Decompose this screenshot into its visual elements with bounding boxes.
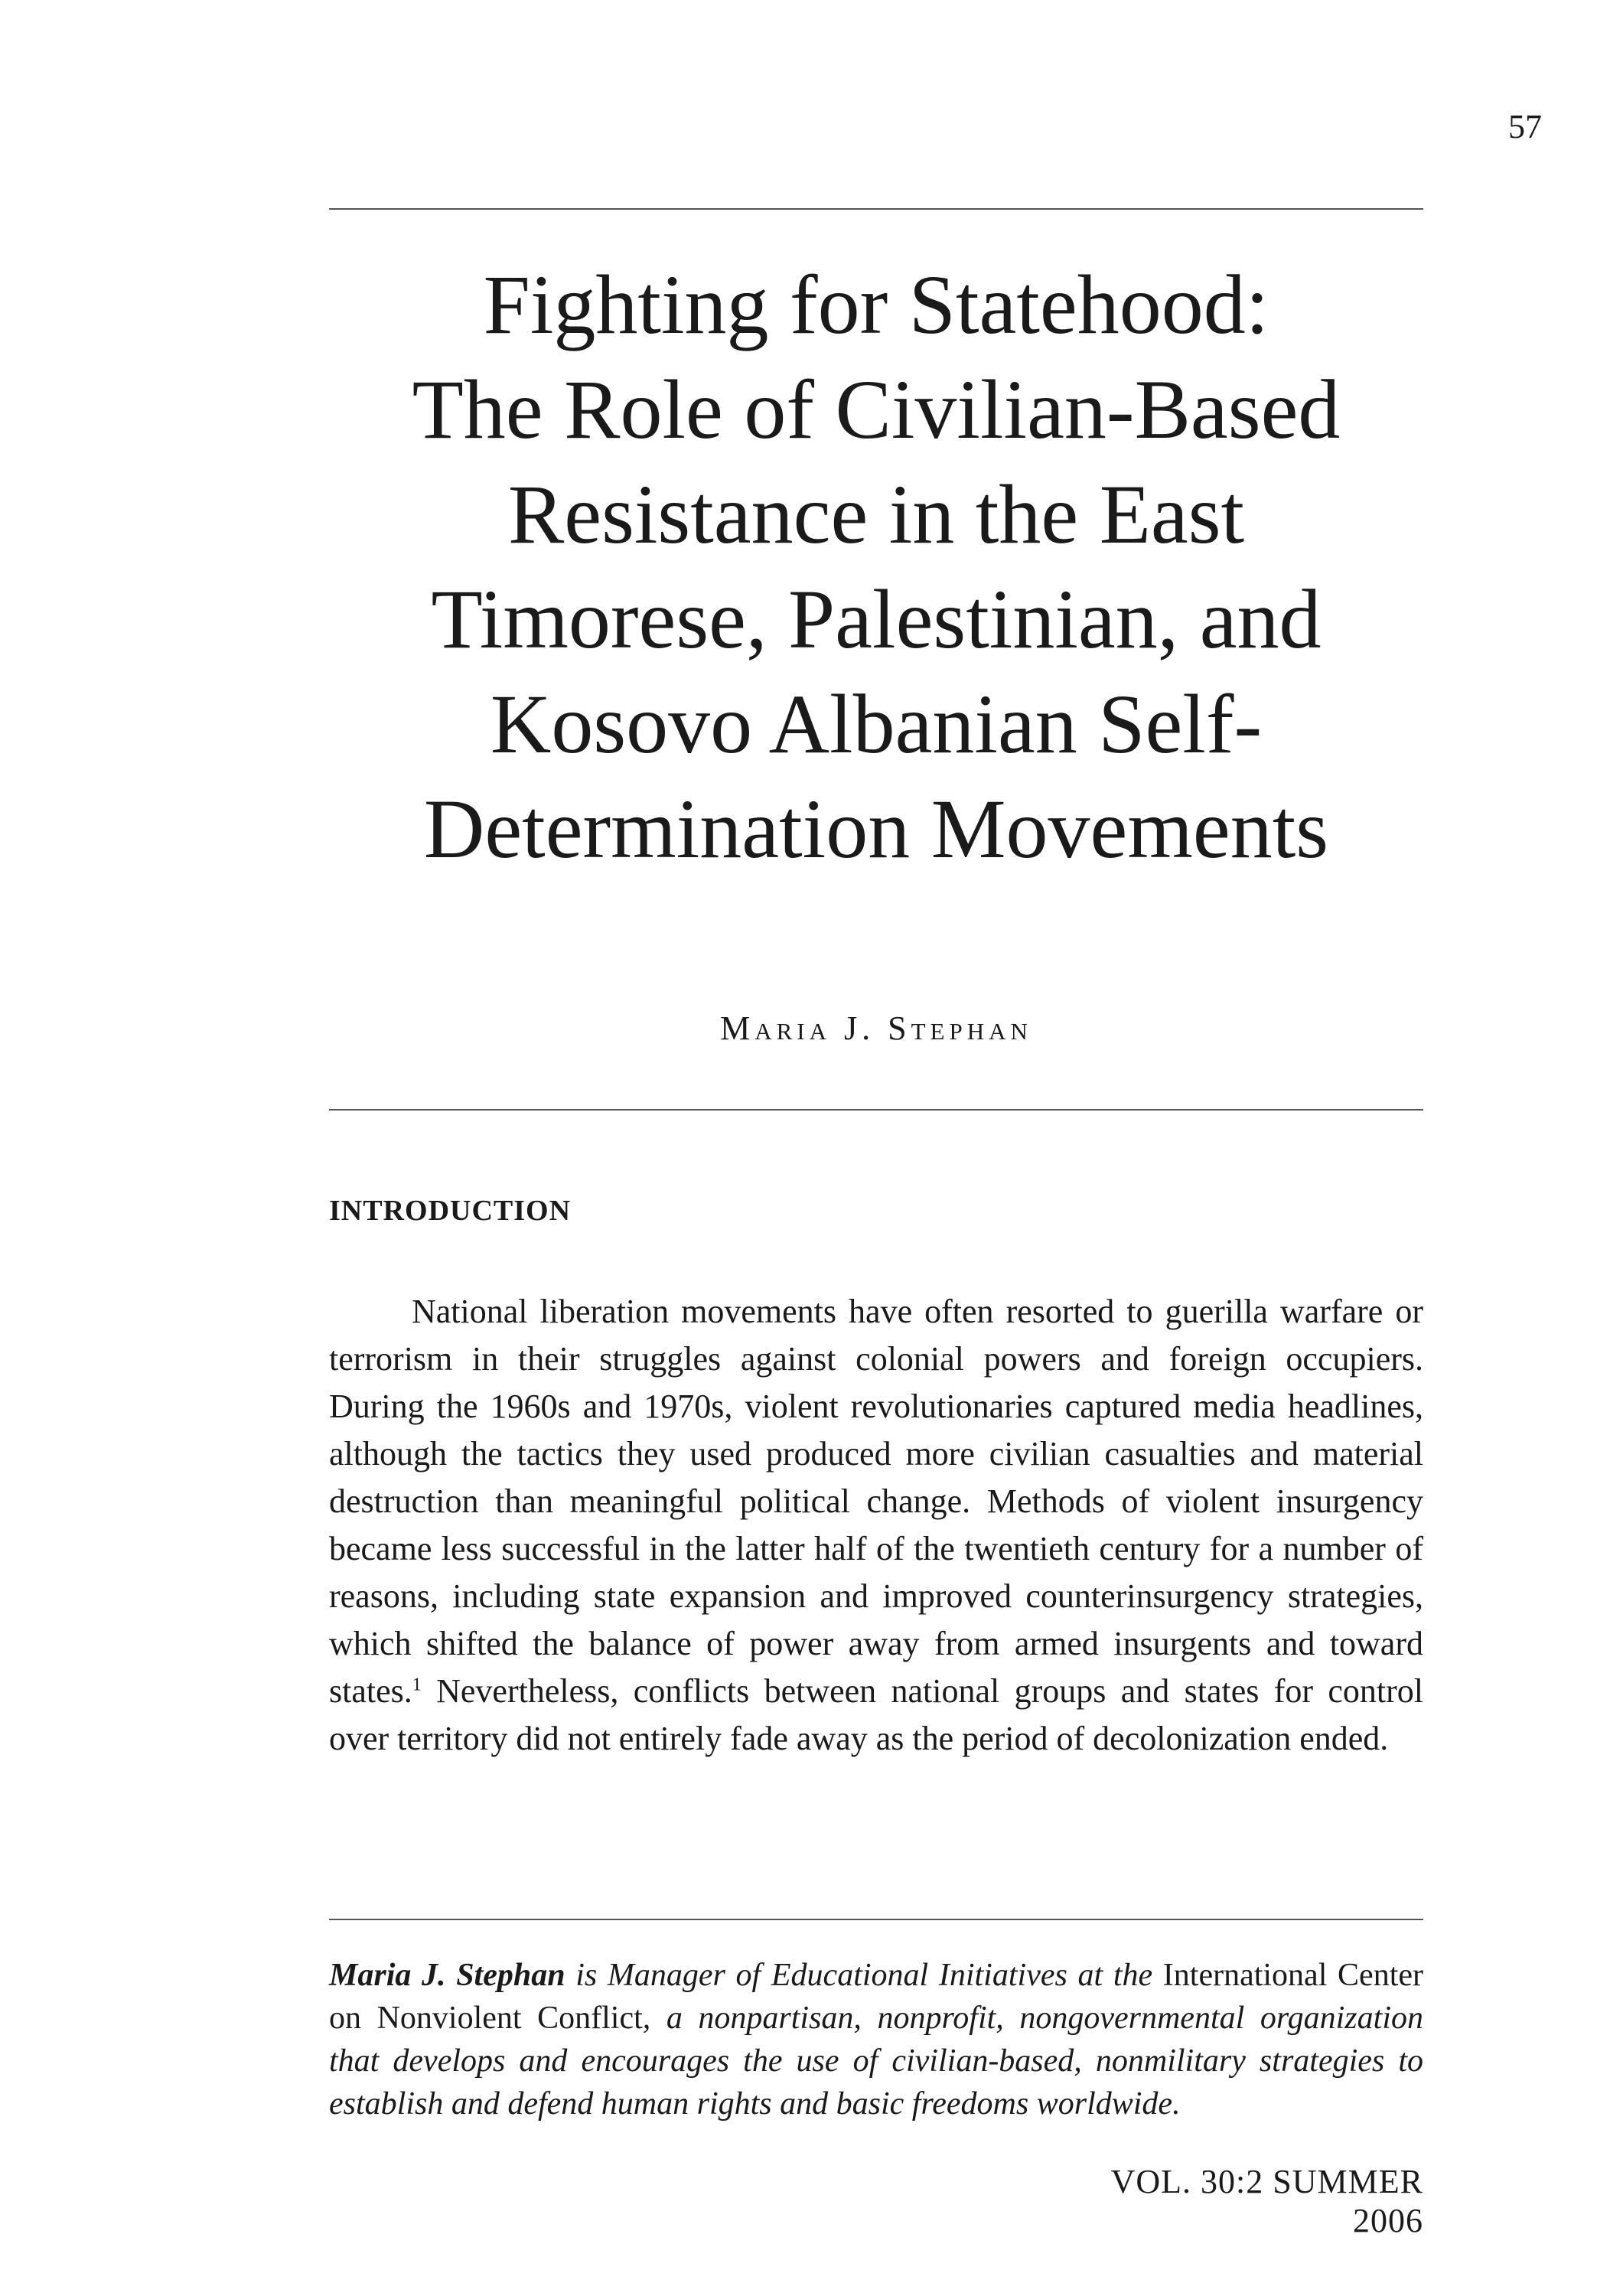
introduction-paragraph [329, 1288, 1423, 1763]
title-line: Determination Movements [423, 782, 1329, 876]
paragraph-text: Nevertheless, conflicts between national groups and states for control over territory did not entirely fade away as the period of decolonization ended. [329, 1672, 1423, 1757]
bio-name: Maria J. Stephan [329, 1958, 565, 1993]
author-divider [329, 1109, 1423, 1110]
title-line: Timorese, Palestinian, and [431, 572, 1322, 666]
footnote-marker: 1 [412, 1675, 422, 1695]
journal-volume: VOL. 30:2 SUMMER 2006 [1110, 2163, 1423, 2239]
bio-text: is Manager of Educational Initiatives at the [565, 1958, 1163, 1993]
title-line: Fighting for Statehood: [483, 258, 1269, 351]
paragraph-text: National liberation movements have often resorted to guerilla warfare or terrorism in their struggles against colonial powers and foreign occupiers. During the 1960s and 1970s, violent revolutionaries captured media headlines, although the tactics they used produced more civilian casualties and material destruction than meaningful political change. Methods of violent insurgency became less successful in the latter half of the twentieth century for a number of reasons, including state expansion and improved counterinsurgency strategies, which shifted the balance of power away from armed insurgents and toward states. [329, 1293, 1423, 1710]
title-line: Kosovo Albanian Self- [490, 677, 1263, 771]
title-line: Resistance in the East [507, 468, 1245, 561]
bio-text: , a nonpartisan, nonprofit, nongovernmental organization that develops and encourages the use of civilian-based, nonmilitary strategies to establish and defend human rights and basic freedoms worldwide. [329, 2001, 1423, 2122]
footnote-divider [329, 1919, 1423, 1920]
section-heading: INTRODUCTION [329, 1195, 572, 1227]
title-line: The Role of Civilian-Based [412, 363, 1341, 456]
author-bio [329, 1954, 1423, 2125]
bio-organization: International Center on Nonviolent Conflict [329, 1958, 1423, 2036]
article-author: Maria J. Stephan [720, 1009, 1032, 1047]
page-number: 57 [1508, 108, 1542, 145]
article-title [329, 253, 1423, 882]
top-divider [329, 208, 1423, 210]
